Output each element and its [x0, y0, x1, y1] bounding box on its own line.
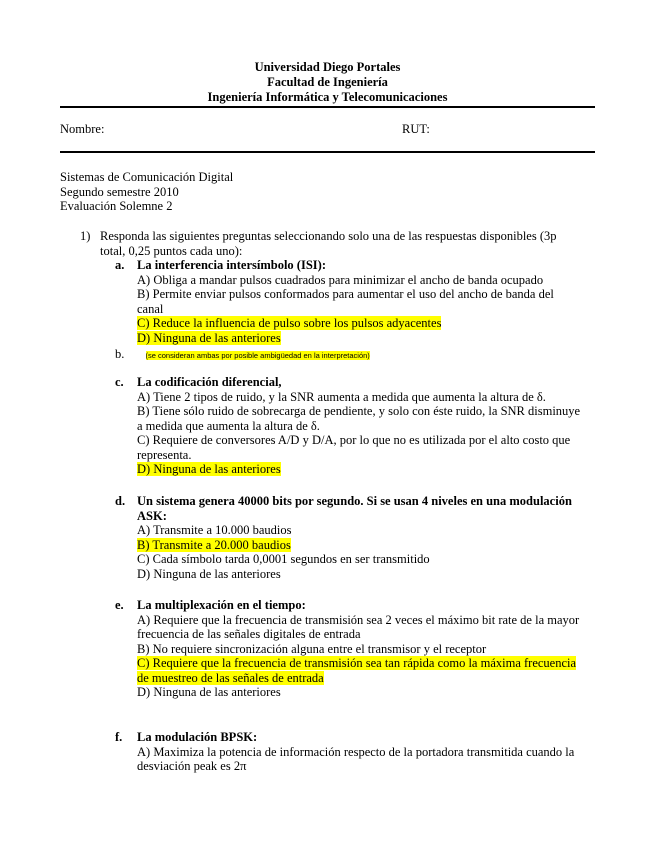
course-name: Sistemas de Comunicación Digital — [60, 170, 234, 184]
option-c: C) Cada símbolo tarda 0,0001 segundos en ser transmitido — [137, 552, 430, 566]
item-letter: f. — [115, 730, 123, 744]
course-semester: Segundo semestre 2010 — [60, 184, 179, 199]
option-b: B) Permite enviar pulsos conformados para aumentar el uso del ancho de banda del — [137, 287, 554, 301]
question-text-line-2: total, 0,25 puntos cada uno): — [100, 243, 243, 258]
option-c-highlighted: C) Requiere que la frecuencia de transmisión sea tan rápida como la máxima frecuencia — [137, 656, 577, 670]
item-title-line-2: ASK: — [137, 508, 167, 523]
course-evaluation: Evaluación Solemne 2 — [60, 199, 173, 213]
option-a: A) Transmite a 10.000 baudios — [137, 523, 292, 537]
option-a: A) Tiene 2 tipos de ruido, y la SNR aumenta a medida que aumenta la altura de δ. — [137, 389, 546, 404]
school-name: Ingeniería Informática y Telecomunicaciones — [207, 90, 448, 104]
option-a-cont: frecuencia de las señales digitales de entrada — [137, 627, 361, 641]
item-a — [115, 258, 600, 345]
grading-note: (se consideran ambas por posible ambigüedad en la interpretación) — [145, 351, 370, 360]
option-a: A) Requiere que la frecuencia de transmisión sea 2 veces el máximo bit rate de la mayor — [137, 612, 580, 627]
faculty-name: Facultad de Ingeniería — [267, 75, 388, 89]
option-a: A) Maximiza la potencia de información respecto de la portadora transmitida cuando la — [137, 744, 575, 759]
item-letter: b. — [115, 347, 125, 361]
option-b: B) No requiere sincronización alguna entre el transmisor y el receptor — [137, 641, 487, 656]
item-f — [115, 730, 600, 774]
item-b-note — [115, 347, 370, 362]
option-c: C) Requiere de conversores A/D y D/A, por lo que no es utilizada por el alto costo que — [137, 433, 571, 447]
option-c-cont-highlighted: de muestreo de las señales de entrada — [137, 670, 324, 685]
option-c-highlighted: C) Reduce la influencia de pulso sobre los pulsos adyacentes — [137, 316, 442, 330]
item-letter: a. — [115, 258, 125, 272]
option-b-cont: canal — [137, 301, 164, 316]
option-a: A) Obliga a mandar pulsos cuadrados para minimizar el ancho de banda ocupado — [137, 272, 544, 287]
course-info — [60, 170, 233, 214]
option-b: B) Tiene sólo ruido de sobrecarga de pendiente, y solo con éste ruido, la SNR disminuye — [137, 404, 581, 418]
option-d: D) Ninguna de las anteriores — [137, 685, 281, 699]
option-a-cont: desviación peak es 2π — [137, 759, 247, 773]
item-title: La interferencia intersímbolo (ISI): — [137, 258, 326, 272]
item-letter: d. — [115, 494, 126, 508]
question-1 — [80, 229, 600, 258]
option-d: D) Ninguna de las anteriores — [137, 566, 281, 581]
item-title: La modulación BPSK: — [137, 730, 258, 744]
item-title: La multiplexación en el tiempo: — [137, 598, 306, 612]
fields-divider — [60, 151, 595, 153]
name-label: Nombre: — [60, 122, 105, 136]
item-c — [115, 375, 600, 477]
option-b-cont: a medida que aumenta la altura de δ. — [137, 418, 320, 433]
university-name: Universidad Diego Portales — [254, 60, 401, 74]
option-d-highlighted: D) Ninguna de las anteriores — [137, 330, 281, 345]
item-title-line-1: Un sistema genera 40000 bits por segundo. Si se usan 4 niveles en una modulación — [137, 494, 572, 508]
header-divider — [60, 106, 595, 108]
item-d — [115, 494, 600, 581]
item-letter: c. — [115, 375, 124, 389]
item-letter: e. — [115, 598, 124, 612]
item-title: La codificación diferencial, — [137, 375, 282, 389]
rut-label: RUT: — [402, 122, 430, 136]
option-d-highlighted: D) Ninguna de las anteriores — [137, 462, 281, 476]
question-number: 1) — [80, 229, 91, 243]
document-header — [0, 60, 655, 105]
option-b-highlighted: B) Transmite a 20.000 baudios — [137, 537, 291, 552]
question-text-line-1: Responda las siguientes preguntas seleccionando solo una de las respuestas disponibles (3p — [100, 229, 557, 243]
option-c-cont: representa. — [137, 447, 192, 462]
item-e — [115, 598, 600, 700]
